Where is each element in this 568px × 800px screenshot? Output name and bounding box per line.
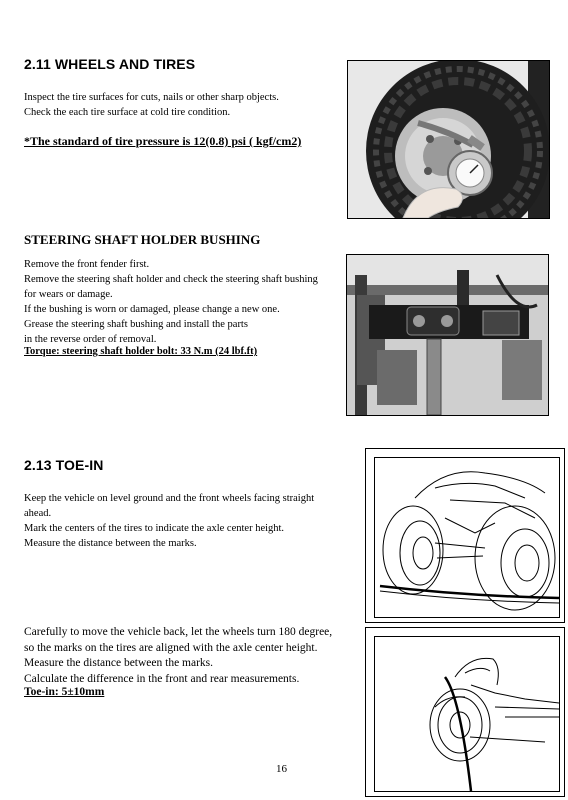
steering-line-2: Remove the steering shaft holder and check the steering shaft bushing bbox=[24, 274, 318, 285]
section-heading-wheels: 2.11 WHEELS AND TIRES bbox=[24, 56, 196, 72]
toe-line-1: Keep the vehicle on level ground and the front wheels facing straight bbox=[24, 493, 315, 504]
steering-line-5: Grease the steering shaft bushing and install the parts bbox=[24, 319, 248, 330]
steering-torque-spec: Torque: steering shaft holder bolt: 33 N.m (24 lbf.ft) bbox=[24, 346, 258, 357]
toe-in-spec: Toe-in: 5±10mm bbox=[24, 686, 105, 698]
steering-line-1: Remove the front fender first. bbox=[24, 259, 150, 270]
section-heading-toe-in: 2.13 TOE-IN bbox=[24, 457, 104, 473]
wheels-line-2: Check the each tire surface at cold tire condition. bbox=[24, 107, 231, 118]
toe-line-3: Mark the centers of the tires to indicate the axle center height. bbox=[24, 523, 285, 534]
tire-pressure-standard: *The standard of tire pressure is 12(0.8) psi ( kgf/cm2) bbox=[24, 134, 302, 148]
tire-pressure-photo bbox=[347, 60, 550, 219]
toe-rear-line-1: Carefully to move the vehicle back, let the wheels turn 180 degree, bbox=[24, 626, 333, 638]
toe-in-front-diagram bbox=[375, 458, 559, 617]
page-number: 16 bbox=[276, 763, 287, 775]
toe-in-rear-diagram bbox=[375, 637, 559, 791]
steering-line-4: If the bushing is worn or damaged, please change a new one. bbox=[24, 304, 280, 315]
toe-in-instructions-rear bbox=[24, 625, 332, 687]
tire-gauge-illustration bbox=[348, 61, 549, 218]
steering-instructions bbox=[24, 257, 318, 347]
wheels-line-1: Inspect the tire surfaces for cuts, nails or other sharp objects. bbox=[24, 92, 279, 103]
section-heading-steering: STEERING SHAFT HOLDER BUSHING bbox=[24, 232, 261, 247]
toe-rear-line-4: Calculate the difference in the front and rear measurements. bbox=[24, 672, 300, 685]
steering-shaft-illustration bbox=[347, 255, 548, 415]
toe-line-2: ahead. bbox=[24, 508, 52, 519]
toe-in-instructions bbox=[24, 491, 314, 551]
toe-line-4: Measure the distance between the marks. bbox=[24, 538, 197, 549]
toe-rear-line-3: Measure the distance between the marks. bbox=[24, 657, 214, 669]
wheels-instructions bbox=[24, 90, 279, 120]
toe-in-rear-figure bbox=[365, 627, 565, 797]
steering-line-6: in the reverse order of removal. bbox=[24, 334, 157, 345]
toe-in-front-figure bbox=[365, 448, 565, 623]
toe-rear-line-2: so the marks on the tires are aligned with the axle center height. bbox=[24, 641, 318, 654]
steering-shaft-photo bbox=[346, 254, 549, 416]
steering-line-3: for wears or damage. bbox=[24, 289, 113, 300]
